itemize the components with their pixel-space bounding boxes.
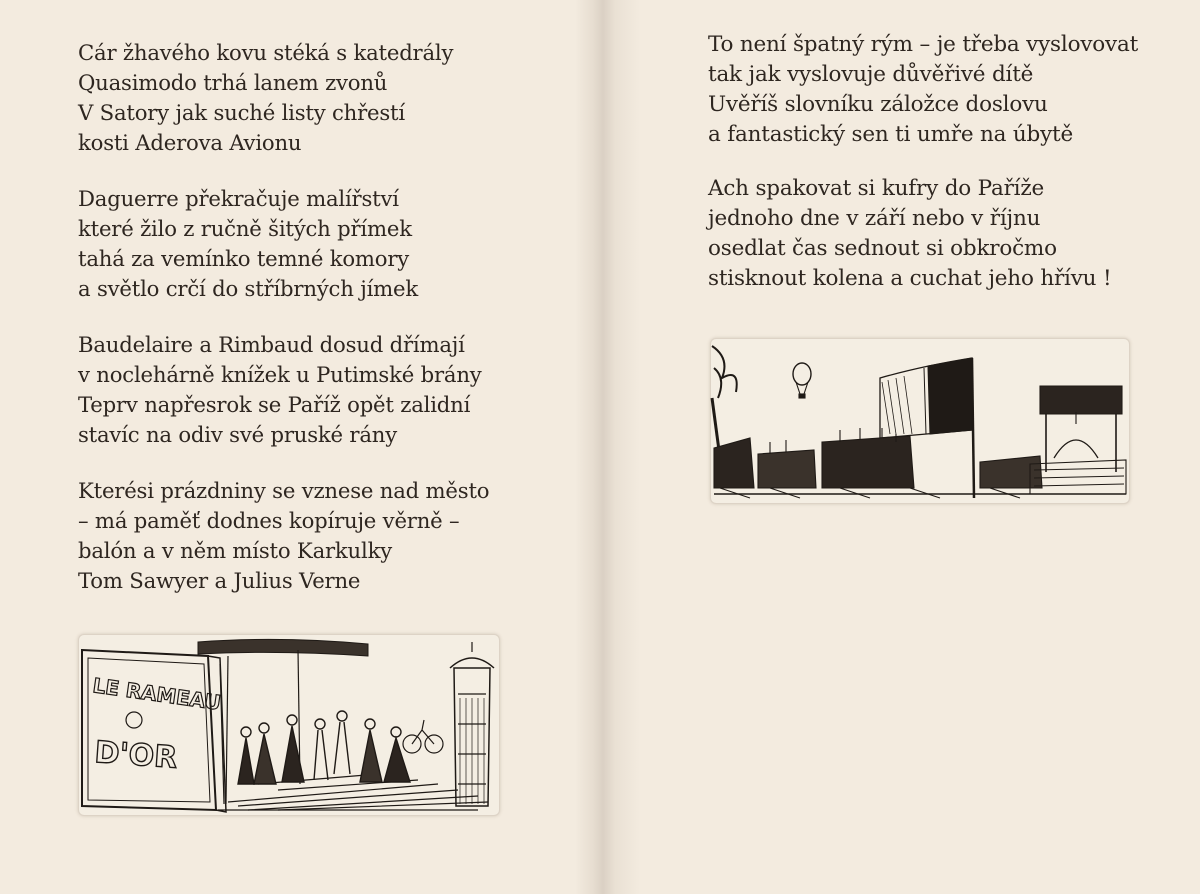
poem-line: a světlo crčí do stříbrných jímek <box>78 276 419 301</box>
stanza-1 <box>78 38 453 158</box>
poem-line: – má paměť dodnes kopíruje věrně – <box>78 508 460 533</box>
poem-line: které žilo z ručně šitých přímek <box>78 216 412 241</box>
paris-skyline-illustration <box>710 338 1130 504</box>
poem-line: Baudelaire a Rimbaud dosud dřímají <box>78 332 465 357</box>
poem-line: tak jak vyslovuje důvěřivé dítě <box>708 62 1034 87</box>
poem-line: balón a v něm místo Karkulky <box>78 538 392 563</box>
poem-line: Cár žhavého kovu stéká s katedrály <box>78 40 454 65</box>
poem-line: To není špatný rým – je třeba vyslovovat <box>708 32 1139 57</box>
poem-line: Daguerre překračuje malířství <box>78 186 399 211</box>
poem-line: tahá za vemínko temné komory <box>78 246 410 271</box>
stanza-2 <box>78 184 418 304</box>
stanza-3 <box>78 330 482 450</box>
poem-line: Ach spakovat si kufry do Paříže <box>708 176 1044 201</box>
poem-line: stisknout kolena a cuchat jeho hřívu ! <box>708 266 1112 291</box>
poem-line: v noclehárně knížek u Putimské brány <box>78 362 482 387</box>
poem-line: osedlat čas sednout si obkročmo <box>708 236 1057 261</box>
right-page <box>600 0 1200 894</box>
stanza-4 <box>78 476 489 596</box>
etching-le-rameau-dor <box>78 634 500 816</box>
poem-line: stavíc na odiv své pruské rány <box>78 422 397 447</box>
poem-line: a fantastický sen ti umře na úbytě <box>708 122 1074 147</box>
stanza-5 <box>708 30 1138 150</box>
poem-line: jednoho dne v září nebo v říjnu <box>708 206 1041 231</box>
poem-line: Uvěříš slovníku záložce doslovu <box>708 92 1048 117</box>
etching-paris-flag <box>710 338 1130 504</box>
poem-line: Teprv napřesrok se Paříž opět zalidní <box>78 392 471 417</box>
street-scene-illustration <box>78 634 500 816</box>
poem-line: Tom Sawyer a Julius Verne <box>78 568 361 593</box>
poem-line: Kterési prázdniny se vznese nad město <box>78 478 490 503</box>
poem-line: kosti Aderova Avionu <box>78 130 302 155</box>
sign-text-dor: D'OR <box>93 735 179 776</box>
sign-text-le-rameau: LE RAMEAU <box>91 673 223 715</box>
poem-line: Quasimodo trhá lanem zvonů <box>78 70 388 95</box>
poem-line: V Satory jak suché listy chřestí <box>78 100 405 125</box>
stanza-6 <box>708 174 1111 294</box>
